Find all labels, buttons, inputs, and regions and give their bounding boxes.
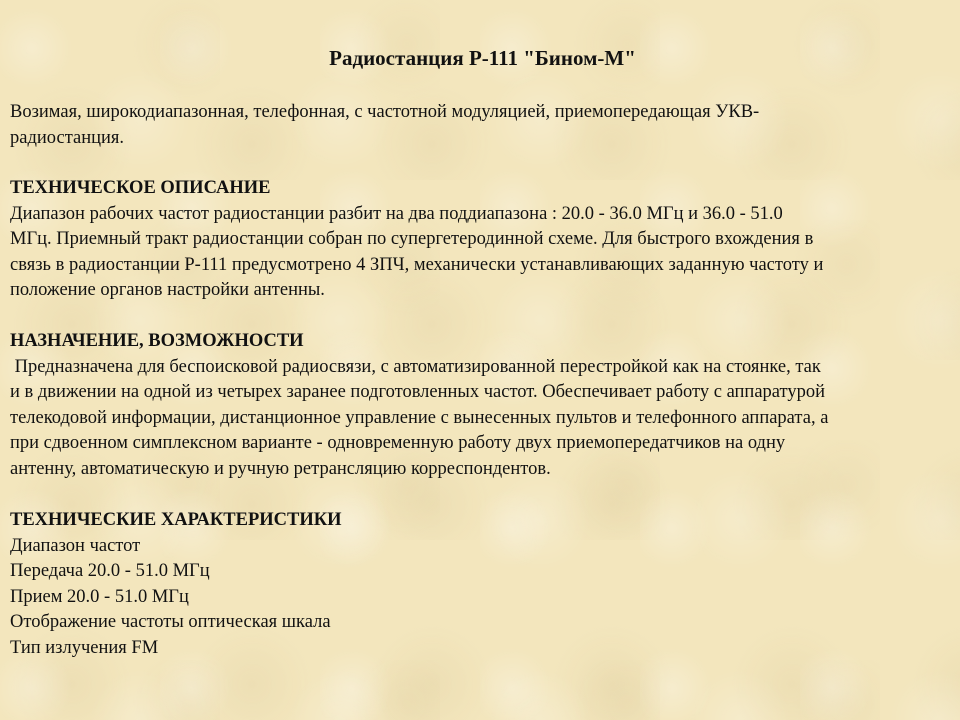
spec-line: Тип излучения FM — [10, 637, 159, 658]
intro-paragraph — [10, 100, 955, 151]
technical-description-section — [10, 176, 955, 304]
text-line: Возимая, широкодиапазонная, телефонная, с частотной модуляцией, приемопередающая УКВ- — [10, 102, 760, 122]
section-heading: НАЗНАЧЕНИЕ, ВОЗМОЖНОСТИ — [10, 331, 304, 351]
text-line: телекодовой информации, дистанционное управление с вынесенных пультов и телефонного аппарата, а — [10, 407, 829, 428]
text-line: связь в радиостанции Р-111 предусмотрено 4 ЗПЧ, механически устанавливающих заданную частоту и — [10, 254, 824, 275]
page-title: Радиостанция Р-111 "Бином-М" — [329, 46, 636, 70]
slide — [10, 0, 955, 720]
text-line: антенну, автоматическую и ручную ретрансляцию корреспондентов. — [10, 458, 551, 479]
text-line: МГц. Приемный тракт радиостанции собран по супергетеродинной схеме. Для быстрого вхождения в — [10, 229, 814, 250]
spec-line: Передача 20.0 - 51.0 МГц — [10, 561, 210, 582]
text-line: Диапазон рабочих частот радиостанции разбит на два поддиапазона : 20.0 - 36.0 МГц и 36.0 - 51.0 — [10, 203, 783, 224]
text-line: положение органов настройки антенны. — [10, 280, 325, 301]
text-line: и в движении на одной из четырех заранее подготовленных частот. Обеспечивает работу с аппаратурой — [10, 382, 826, 403]
spec-line: Диапазон частот — [10, 535, 141, 556]
characteristics-section — [10, 508, 955, 662]
text-line: Предназначена для беспоисковой радиосвязи, с автоматизированной перестройкой как на стоянке, так — [10, 356, 821, 377]
spec-line: Прием 20.0 - 51.0 МГц — [10, 586, 189, 607]
spec-line: Отображение частоты оптическая шкала — [10, 612, 331, 633]
purpose-section — [10, 329, 955, 483]
text-line: радиостанция. — [10, 127, 125, 148]
section-heading: ТЕХНИЧЕСКИЕ ХАРАКТЕРИСТИКИ — [10, 510, 342, 530]
text-line: при сдвоенном симплексном варианте - одновременную работу двух приемопередатчиков на одну — [10, 433, 786, 454]
section-heading: ТЕХНИЧЕСКОЕ ОПИСАНИЕ — [10, 178, 271, 198]
